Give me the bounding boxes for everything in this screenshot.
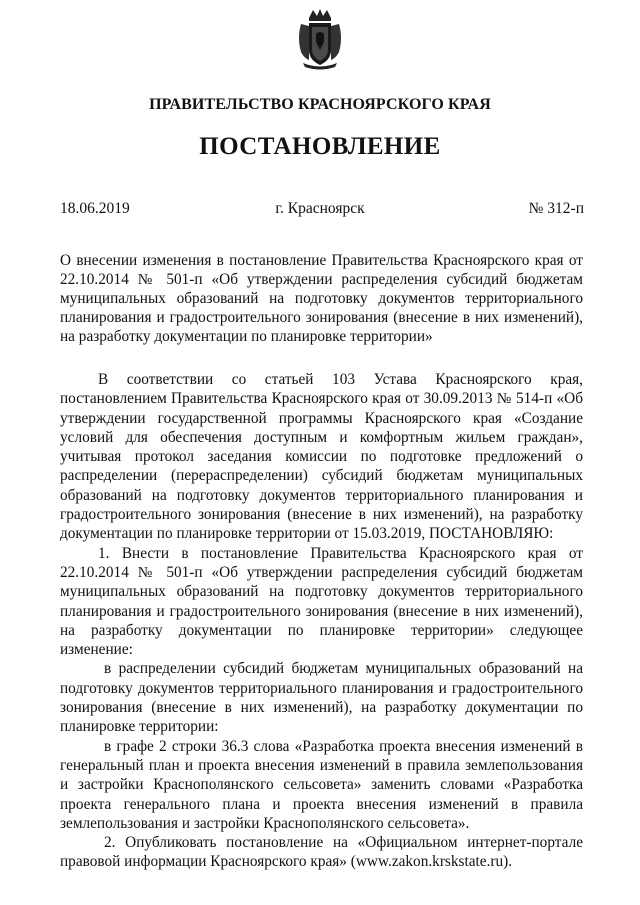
document-date: 18.06.2019 (60, 200, 130, 217)
document-type-title: ПОСТАНОВЛЕНИЕ (199, 133, 441, 160)
document-city: г. Красноярск (275, 200, 365, 217)
document-number: № 312-п (528, 200, 584, 217)
document-subject: О внесении изменения в постановление Правительства Красноярского края от 22.10.2014 № 501-п «Об утверждении распределения субсидий бюджетам муниципальных образований на подготовку документов территориального планирования и градостроительного зонирования (внесение в них изменений), на разработку документации по планировке территории» (60, 252, 583, 345)
organization-title: ПРАВИТЕЛЬСТВО КРАСНОЯРСКОГО КРАЯ (149, 96, 491, 113)
item-1-subparagraph-1: в распределении субсидий бюджетам муниципальных образований на подготовку документов территориального планирования и градостроительного зонирования (внесение в них изменений), на разработку документации по планировке территории: (60, 660, 583, 736)
item-1-paragraph: 1. Внести в постановление Правительства Красноярского края от 22.10.2014 № 501-п «Об утверждении распределения субсидий бюджетам муниципальных образований на подготовку документов территориального планирования и градостроительного зонирования (внесение в них изменений), на разработку документации по планировке территории» следующее изменение: (60, 544, 583, 659)
preamble-paragraph: В соответствии со статьей 103 Устава Красноярского края, постановлением Правительства Красноярского края от 30.09.2013 № 514-п «Об утверждении государственной программы Красноярского края «Создание условий для обеспечения доступным и комфортным жильем граждан», учитывая протокол заседания комиссии по подготовке предложений о распределении (перераспределении) субсидий бюджетам муниципальных образований на подготовку документов территориального планирования и градостроительного зонирования (внесение в них изменений), на разработку документации по планировке территории от 15.03.2019, ПОСТАНОВЛЯЮ: (60, 371, 583, 543)
document-body (60, 370, 583, 872)
item-1-subparagraph-2: в графе 2 строки 36.3 слова «Разработка проекта внесения изменений в генеральный план и проекта внесения изменений в правила землепользования и застройки Краснополянского сельсовета» заменить словами «Разработка проекта генерального плана и проекта внесения изменений в правила землепользования и застройки Краснополянского сельсовета». (60, 737, 583, 832)
coat-of-arms-icon (295, 8, 345, 70)
item-2-paragraph: 2. Опубликовать постановление на «Официальном интернет-портале правовой информации Красноярского края» (www.zakon.krskstate.ru). (60, 834, 583, 871)
